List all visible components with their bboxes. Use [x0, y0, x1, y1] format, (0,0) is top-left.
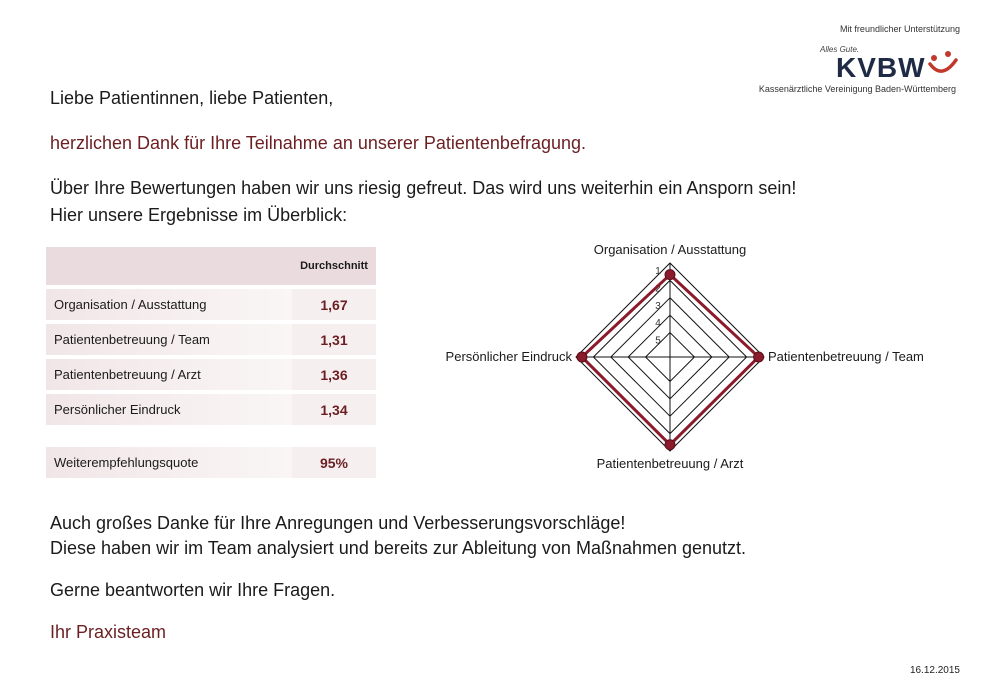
- signature: Ihr Praxisteam: [50, 622, 167, 642]
- table-header-row: [46, 247, 376, 285]
- kvbw-subline: Kassenärztliche Vereinigung Baden-Württemberg: [758, 84, 956, 94]
- row-value: 1,67: [292, 289, 376, 320]
- radar-tick-1: 1: [655, 266, 661, 277]
- axis-label-right: Patientenbetreuung / Team: [768, 349, 924, 364]
- radar-point-0: [665, 270, 675, 280]
- intro-line-1: Über Ihre Bewertungen haben wir uns riesig gefreut. Das wird uns weiterhin ein Ansporn sein!: [50, 178, 797, 198]
- table-header-empty: [46, 247, 292, 285]
- axis-label-bottom: Patientenbetreuung / Arzt: [596, 456, 744, 471]
- radar-tick-4: 4: [655, 318, 661, 330]
- row-value: 1,31: [292, 324, 376, 355]
- table-row: [46, 324, 376, 355]
- recommendation-label: Weiterempfehlungsquote: [46, 447, 292, 478]
- table-row: [46, 289, 376, 320]
- table-row: [46, 394, 376, 425]
- results-table: [46, 243, 376, 482]
- kvbw-tagline: Alles Gute.: [820, 45, 860, 54]
- row-value: 1,36: [292, 359, 376, 390]
- row-label: Patientenbetreuung / Arzt: [46, 359, 292, 390]
- radar-axes: [576, 263, 764, 451]
- intro-line-2: Hier unsere Ergebnisse im Überblick:: [50, 205, 348, 225]
- radar-chart: [400, 232, 960, 477]
- sponsor-caption: Mit freundlicher Unterstützung: [839, 24, 960, 34]
- thanks-line: herzlichen Dank für Ihre Teilnahme an unserer Patientenbefragung.: [50, 133, 587, 153]
- greeting: Liebe Patientinnen, liebe Patienten,: [50, 88, 334, 108]
- outro-line-2: Diese haben wir im Team analysiert und bereits zur Ableitung von Maßnahmen genutzt.: [50, 538, 747, 558]
- questions-line: Gerne beantworten wir Ihre Fragen.: [50, 580, 336, 600]
- row-value: 1,34: [292, 394, 376, 425]
- row-label: Organisation / Ausstattung: [46, 289, 292, 320]
- recommendation-value: 95%: [292, 447, 376, 478]
- radar-tick-labels: [655, 266, 661, 347]
- radar-tick-3: 3: [655, 300, 661, 312]
- radar-point-2: [665, 440, 675, 450]
- kvbw-logo: KVBW: [836, 52, 926, 83]
- kvbw-smile-icon: [926, 50, 960, 80]
- radar-tick-2: 2: [655, 283, 661, 295]
- row-label: Patientenbetreuung / Team: [46, 324, 292, 355]
- table-row: [46, 359, 376, 390]
- axis-label-top: Organisation / Ausstattung: [593, 242, 747, 257]
- radar-point-3: [577, 352, 587, 362]
- table-spacer: [46, 429, 376, 443]
- radar-point-1: [754, 352, 764, 362]
- radar-tick-5: 5: [655, 335, 661, 347]
- row-label: Persönlicher Eindruck: [46, 394, 292, 425]
- table-row-recommendation: [46, 447, 376, 478]
- axis-label-left: Persönlicher Eindruck: [445, 349, 572, 364]
- date: 16.12.2015: [909, 665, 960, 676]
- table-header-average: Durchschnitt: [292, 247, 376, 285]
- outro-line-1: Auch großes Danke für Ihre Anregungen und Verbesserungsvorschläge!: [50, 513, 626, 533]
